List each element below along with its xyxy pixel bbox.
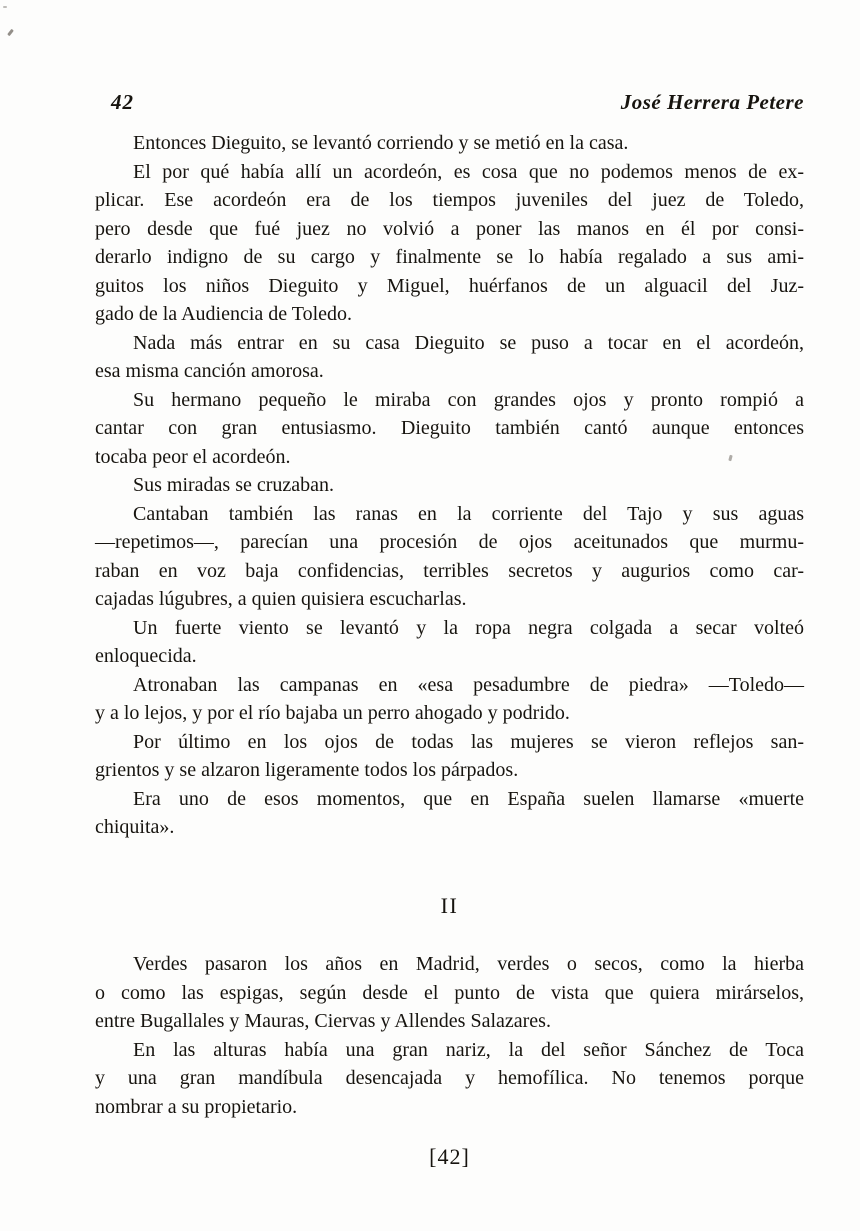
paragraph — [95, 728, 804, 785]
scan-speck — [3, 6, 7, 8]
text-line: En las alturas había una gran nariz, la del señor Sánchez de Toca — [133, 1038, 804, 1061]
text-line: Cantaban también las ranas en la corriente del Tajo y sus aguas — [133, 502, 804, 525]
text-line: Sus miradas se cruzaban. — [133, 474, 335, 496]
text-line: Atronaban las campanas en «esa pesadumbre de piedra» —Toledo— — [133, 673, 804, 696]
text-line: cajadas lúgubres, a quien quisiera escucharlas. — [95, 588, 467, 610]
paragraph — [95, 129, 804, 158]
text-line: grientos y se alzaron ligeramente todos los párpados. — [95, 759, 519, 781]
section-heading: II — [440, 892, 459, 918]
text-line: entre Bugallales y Mauras, Ciervas y Allendes Salazares. — [95, 1010, 551, 1032]
footer-folio: [42] — [429, 1144, 470, 1169]
text-line: Un fuerte viento se levantó y la ropa negra colgada a secar volteó — [133, 616, 804, 639]
page-body — [95, 129, 804, 1121]
text-line: cantar con gran entusiasmo. Dieguito también cantó aunque entonces — [95, 417, 804, 439]
text-line: enloquecida. — [95, 645, 197, 667]
text-line: Su hermano pequeño le miraba con grandes ojos y pronto rompió a — [133, 388, 804, 411]
running-title: José Herrera Petere — [620, 90, 804, 114]
text-line: y a lo lejos, y por el río bajaba un perro ahogado y podrido. — [95, 702, 570, 724]
paragraph — [95, 785, 804, 842]
paragraph — [95, 950, 804, 1036]
text-line: gado de la Audiencia de Toledo. — [95, 303, 353, 325]
page-number: 42 — [111, 90, 134, 114]
text-line: tocaba peor el acordeón. — [95, 445, 291, 468]
paragraph — [95, 386, 804, 472]
page-footer — [95, 1144, 804, 1170]
paragraph — [95, 671, 804, 728]
paragraph — [95, 329, 804, 386]
text-line: Nada más entrar en su casa Dieguito se puso a tocar en el acordeón, — [133, 331, 804, 354]
text-line: —repetimos—, parecían una procesión de ojos aceitunados que murmu- — [95, 531, 804, 553]
text-line: pero desde que fué juez no volvió a poner las manos en él por consi- — [95, 217, 804, 240]
section-2 — [95, 892, 804, 1122]
paragraph — [95, 471, 804, 500]
text-line: y una gran mandíbula desencajada y hemofílica. No tenemos porque — [95, 1067, 804, 1089]
text-line: Era uno de esos momentos, que en España suelen llamarse «muerte — [133, 787, 804, 810]
paragraph — [95, 158, 804, 329]
text-line: El por qué había allí un acordeón, es cosa que no podemos menos de ex- — [133, 160, 804, 183]
text-line: derarlo indigno de su cargo y finalmente se lo había regalado a sus ami- — [95, 246, 804, 268]
running-head — [95, 90, 804, 115]
text-line: nombrar a su propietario. — [95, 1095, 298, 1118]
paragraph — [95, 614, 804, 671]
paragraph — [95, 1036, 804, 1122]
text-line: Entonces Dieguito, se levantó corriendo y se metió en la casa. — [133, 132, 629, 154]
scan-speck — [7, 29, 14, 36]
text-line: raban en voz baja confidencias, terribles secretos y augurios como car- — [95, 559, 804, 582]
text-line: Verdes pasaron los años en Madrid, verdes o secos, como la hierba — [133, 953, 804, 975]
paragraph — [95, 500, 804, 614]
text-line: guitos los niños Dieguito y Miguel, huérfanos de un alguacil del Juz- — [95, 274, 804, 297]
section-1 — [95, 129, 804, 842]
text-line: plicar. Ese acordeón era de los tiempos juveniles del juez de Toledo, — [95, 189, 804, 211]
text-line: o como las espigas, según desde el punto de vista que quiera mirárselos, — [95, 981, 804, 1004]
text-line: esa misma canción amorosa. — [95, 360, 324, 382]
text-line: Por último en los ojos de todas las mujeres se vieron reflejos san- — [133, 730, 804, 753]
text-line: chiquita». — [95, 816, 175, 838]
